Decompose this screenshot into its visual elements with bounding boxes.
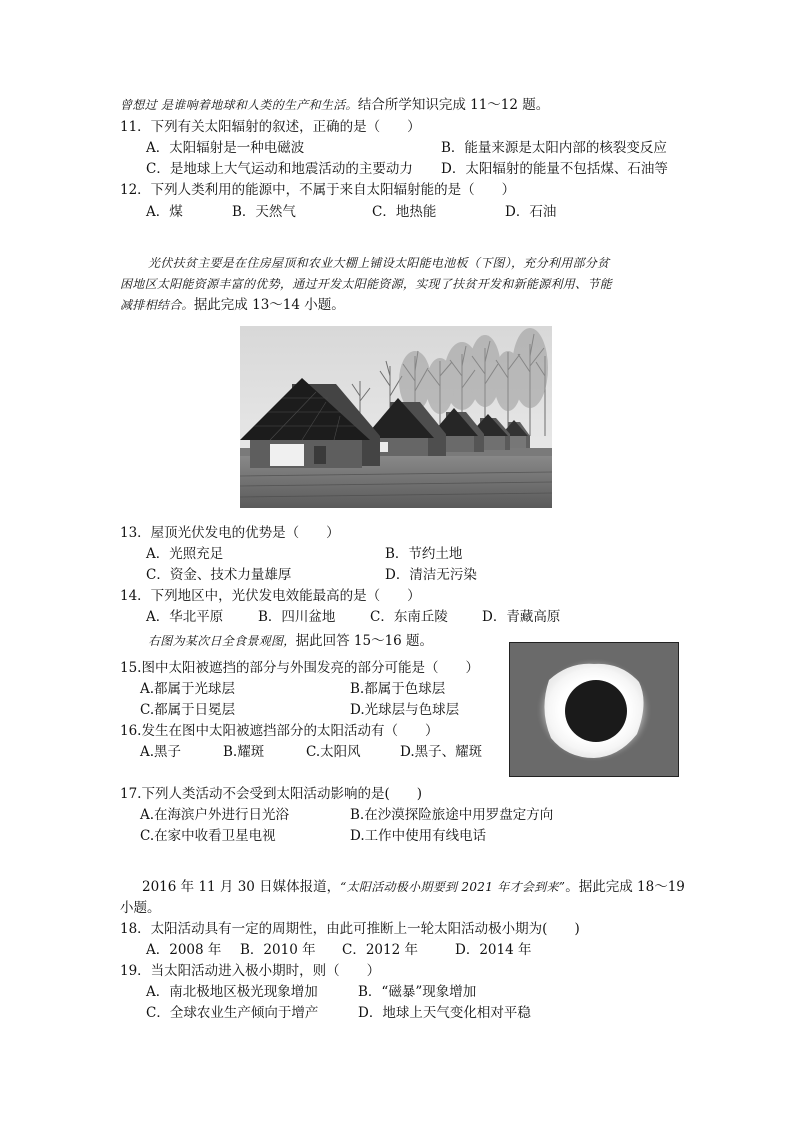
q14-option-a: A．华北平原 <box>146 609 224 625</box>
q15-option-d: D.光球层与色球层 <box>350 702 460 718</box>
q18-option-d: D．2014 年 <box>455 942 532 958</box>
q18-option-a: A．2008 年 <box>146 942 222 958</box>
solar-roof-illustration <box>240 326 552 508</box>
q14-stem: 14．下列地区中，光伏发电效能最高的是（ ） <box>120 588 421 604</box>
q17-option-a: A.在海滨户外进行日光浴 <box>140 807 290 823</box>
intro-13-14-line1: 光伏扶贫主要是在住房屋顶和农业大棚上铺设太阳能电池板（下图），充分利用部分贫 <box>148 256 610 270</box>
intro-11-12-italic: 曾想过 是谁响着地球和人类的生产和生活。 <box>120 98 358 112</box>
q17-option-c: C.在家中收看卫星电视 <box>140 828 276 844</box>
q11-option-c: C．是地球上大气运动和地震活动的主要动力 <box>146 161 413 177</box>
intro-15-16-italic: 右图为某次日全食景观图， <box>148 634 296 648</box>
intro-11-12-text: 结合所学知识完成 11～12 题。 <box>357 97 550 113</box>
intro-13-14-line3-italic: 减排相结合。 <box>120 298 194 312</box>
q19-option-c: C．全球农业生产倾向于增产 <box>146 1005 319 1021</box>
solar-roof-photo <box>240 326 552 508</box>
q16-option-b: B.耀斑 <box>223 744 265 760</box>
q13-option-a: A．光照充足 <box>146 546 224 562</box>
q15-stem: 15.图中太阳被遮挡的部分与外围发亮的部分可能是（ ） <box>120 660 479 676</box>
intro-18-19-quote: “太阳活动极小期要到 2021 年才会到来” <box>340 880 566 894</box>
intro-13-14-line3-text: 据此完成 13～14 小题。 <box>193 297 345 313</box>
q12-stem: 12．下列人类利用的能源中，不属于来自太阳辐射能的是（ ） <box>120 182 516 198</box>
q18-option-c: C．2012 年 <box>342 942 418 958</box>
q15-option-b: B.都属于色球层 <box>350 681 446 697</box>
q16-option-a: A.黑子 <box>140 744 182 760</box>
q18-option-b: B．2010 年 <box>240 942 316 958</box>
q12-option-b: B．天然气 <box>232 204 296 220</box>
q12-option-c: C．地热能 <box>372 204 437 220</box>
q12-option-a: A．煤 <box>146 204 183 220</box>
q13-stem: 13．屋顶光伏发电的优势是（ ） <box>120 525 340 541</box>
intro-18-19-line1 <box>142 878 685 896</box>
intro-11-12 <box>120 96 549 114</box>
q11-option-b: B．能量来源是太阳内部的核裂变反应 <box>441 140 667 156</box>
q16-option-c: C.太阳风 <box>306 744 361 760</box>
intro-15-16-text: 据此回答 15～16 题。 <box>295 633 434 649</box>
q19-option-b: B．“磁暴”现象增加 <box>358 984 477 1000</box>
q19-option-a: A．南北极地区极光现象增加 <box>146 984 318 1000</box>
q13-option-d: D．清洁无污染 <box>385 567 477 583</box>
q17-stem: 17.下列人类活动不会受到太阳活动影响的是( ) <box>120 786 423 802</box>
q12-option-d: D．石油 <box>505 204 557 220</box>
q14-option-d: D．青藏高原 <box>482 609 561 625</box>
intro-13-14-line2: 困地区太阳能资源丰富的优势，通过开发太阳能资源，实现了扶贫开发和新能源利用、节能 <box>120 277 613 291</box>
intro-18-19-line2: 小题。 <box>120 900 161 916</box>
q16-option-d: D.黑子、耀斑 <box>400 744 483 760</box>
q18-stem: 18．太阳活动具有一定的周期性，由此可推断上一轮太阳活动极小期为( ) <box>120 921 580 937</box>
total-solar-eclipse-illustration <box>509 642 679 777</box>
intro-13-14-line3 <box>120 296 345 314</box>
intro-18-19-date: 2016 年 11 月 30 日媒体报道， <box>142 879 341 895</box>
q11-option-d: D．太阳辐射的能量不包括煤、石油等 <box>441 161 668 177</box>
q17-option-b: B.在沙漠探险旅途中用罗盘定方向 <box>350 807 554 823</box>
q16-stem: 16.发生在图中太阳被遮挡部分的太阳活动有（ ） <box>120 723 439 739</box>
q19-stem: 19．当太阳活动进入极小期时，则（ ） <box>120 963 381 979</box>
q11-option-a: A．太阳辐射是一种电磁波 <box>146 140 305 156</box>
q19-option-d: D．地球上天气变化相对平稳 <box>358 1005 531 1021</box>
intro-15-16 <box>148 632 433 650</box>
intro-18-19-text: 。据此完成 18～19 <box>565 879 685 895</box>
q15-option-a: A.都属于光球层 <box>140 681 236 697</box>
q14-option-c: C．东南丘陵 <box>370 609 448 625</box>
q17-option-d: D.工作中使用有线电话 <box>350 828 487 844</box>
q13-option-c: C．资金、技术力量雄厚 <box>146 567 292 583</box>
q15-option-c: C.都属于日冕层 <box>140 702 236 718</box>
q13-option-b: B．节约土地 <box>385 546 463 562</box>
q11-stem: 11．下列有关太阳辐射的叙述，正确的是（ ） <box>120 119 421 135</box>
solar-eclipse-photo <box>509 642 679 777</box>
q14-option-b: B．四川盆地 <box>258 609 336 625</box>
